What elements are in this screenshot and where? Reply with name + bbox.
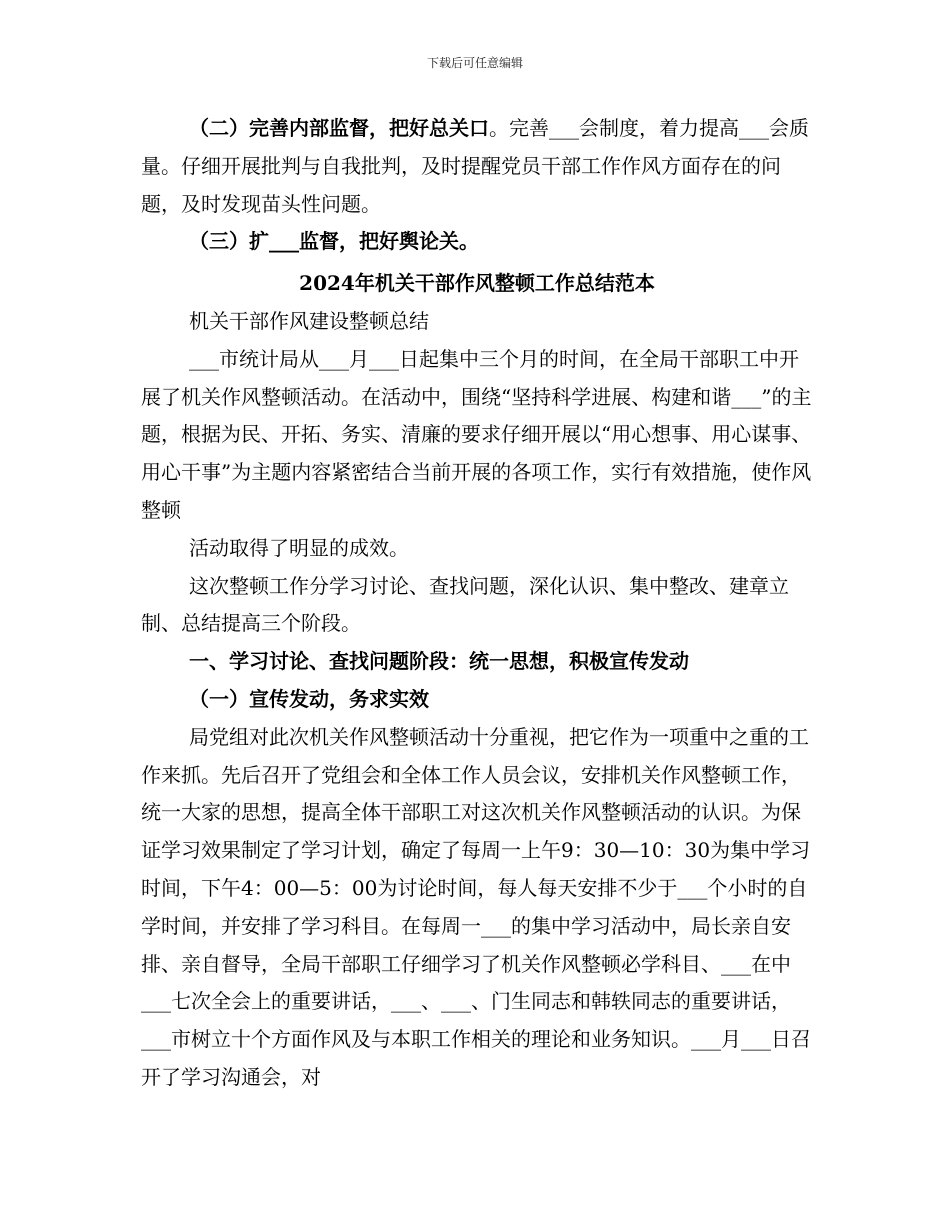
section-heading-one: 一、学习讨论、查找问题阶段：统一思想，积极宣传发动 xyxy=(189,649,689,674)
page-header: 下载后可任意编辑 xyxy=(426,56,523,70)
section-heading-2: （二）完善内部监督，把好总关口 xyxy=(189,116,489,140)
subsection-heading-one: （一）宣传发动，务求实效 xyxy=(189,686,429,711)
paragraph-text: 。完善___会制度，着力提高___会质量。仔细开展批判与自我批判，及时提醒党员干部工作作风方面存在的问题，及时发现苗头性问题。 xyxy=(141,116,809,216)
paragraph-internal-supervision xyxy=(141,110,813,223)
paragraph-study: 局党组对此次机关作风整顿活动十分重视，把它作为一项重中之重的工作来抓。先后召开了党组会和全体工作人员会议，安排机关作风整顿工作，统一大家的思想，提高全体干部职工对这次机关作风整顿活动的认识。为保证学习效果制定了学习计划，确定了每周一上午9：30—10：30为集中学习时间，下午4：00—5：00为讨论时间，每人每天安排不少于___个小时的自学时间，并安排了学习科目。在每周一___的集中学习活动中，局长亲自安排、亲自督导，全局干部职工仔细学习了机关作风整顿必学科目、___在中___七次全会上的重要讲话，___、___、门生同志和韩轶同志的重要讲话，___市树立十个方面作风及与本职工作相关的理论和业务知识。___月___日召开了学习沟通会，对 xyxy=(141,724,811,1089)
document-title: 2024年机关干部作风整顿工作总结范本 xyxy=(299,271,655,296)
paragraph-intro: ___市统计局从___月___日起集中三个月的时间，在全局干部职工中开展了机关作风整顿活动。在活动中，围绕“坚持科学进展、构建和谐___”的主题，根据为民、开拓、务实、清廉的要求仔细开展以“用心想事、用心谋事、用心干事”为主题内容紧密结合当前开展的各项工作，实行有效措施，使作风整顿 xyxy=(141,346,812,522)
document-subtitle: 机关干部作风建设整顿总结 xyxy=(189,308,429,333)
paragraph-stages: 这次整顿工作分学习讨论、查找问题，深化认识、集中整改、建章立制、总结提高三个阶段。 xyxy=(141,573,789,636)
document-body xyxy=(141,110,813,1097)
paragraph-result: 活动取得了明显的成效。 xyxy=(189,535,409,560)
section-heading-3: （三）扩___监督，把好舆论关。 xyxy=(189,229,479,254)
